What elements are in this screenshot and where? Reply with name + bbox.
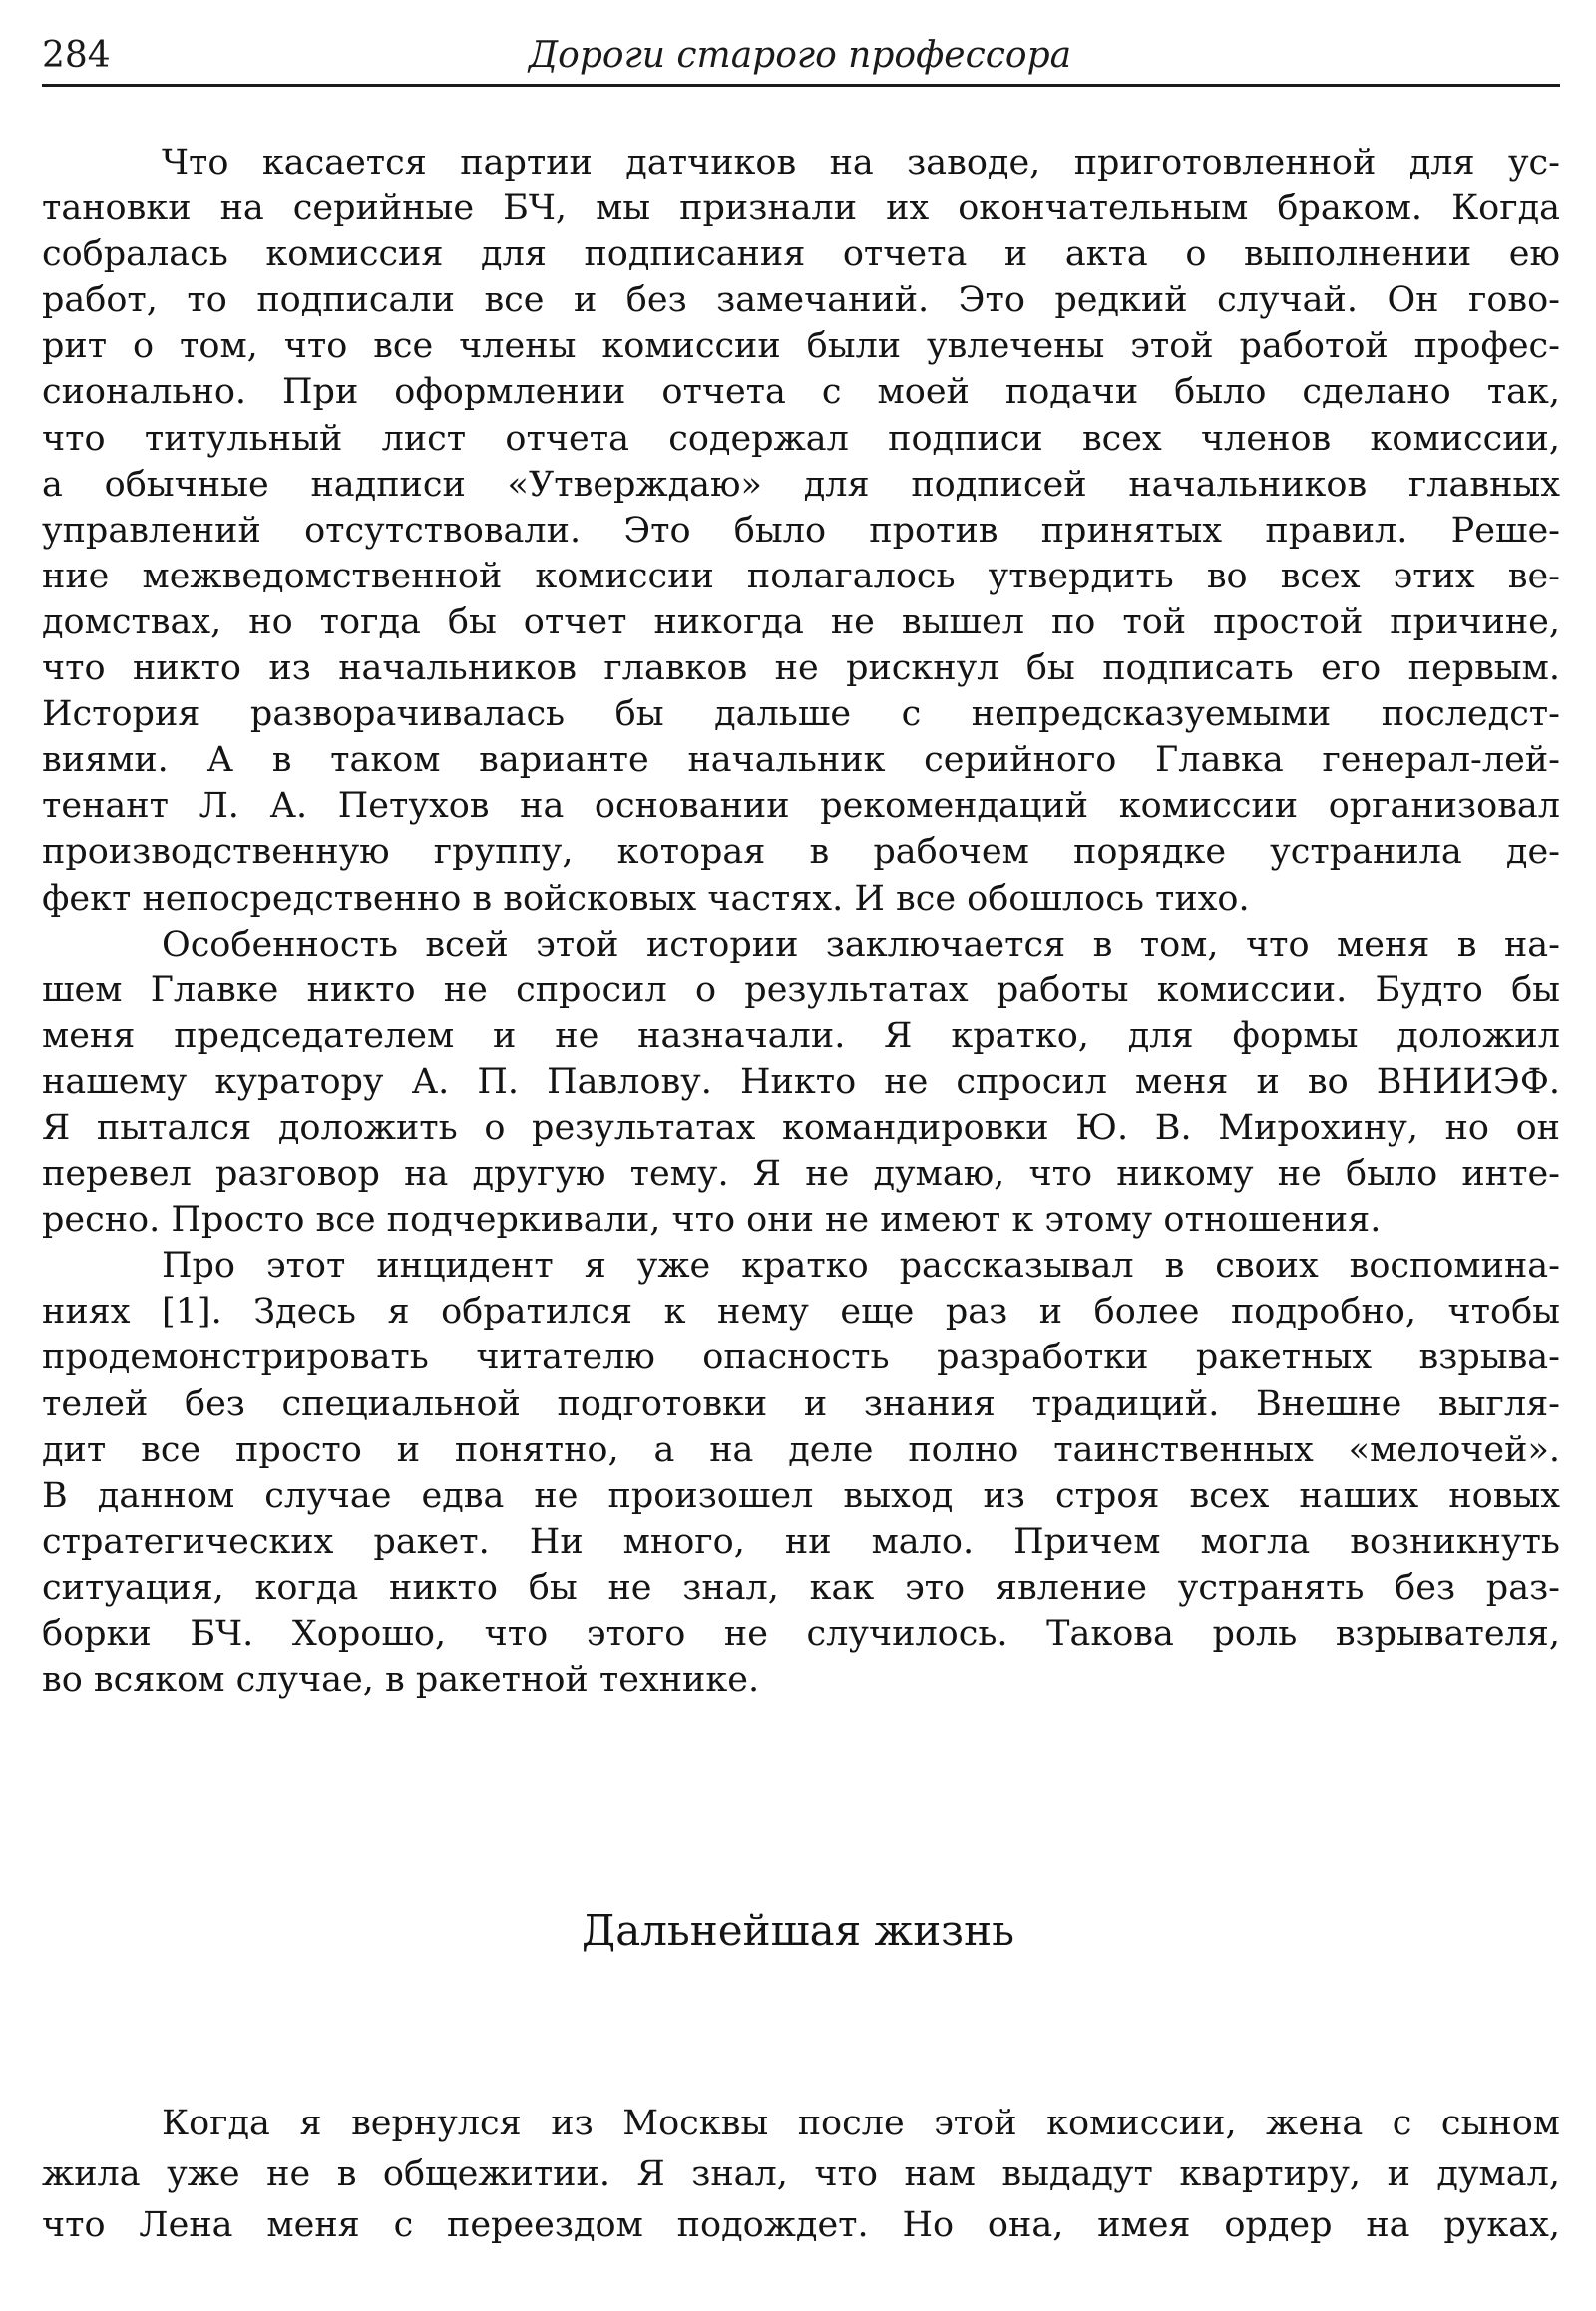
paragraph: [42, 1243, 1560, 1703]
text-line: фект непосредственно в войсковых частях. И все обошлось тихо.: [42, 878, 1250, 919]
text-line: собралась комиссия для подписания отчета и акта о выполнении ею: [42, 234, 1560, 275]
text-line: что никто из начальников главков не рискнул бы подписать его первым.: [42, 648, 1560, 689]
text-line: шем Главке никто не спросил о результатах работы комиссии. Будто бы: [42, 969, 1560, 1010]
running-header: [42, 30, 1558, 82]
text-line: продемонстрировать читателю опасность разработки ракетных взрыва-: [42, 1338, 1560, 1378]
text-line: жила уже не в общежитии. Я знал, что нам выдадут квартиру, и думал,: [42, 2154, 1560, 2194]
text-line: борки БЧ. Хорошо, что этого не случилось. Такова роль взрывателя,: [42, 1614, 1560, 1654]
text-line: во всяком случае, в ракетной технике.: [42, 1660, 760, 1701]
paragraph: [42, 2099, 1560, 2251]
text-line: Что касается партии датчиков на заводе, приготовленной для ус-: [162, 143, 1560, 183]
text-line: Когда я вернулся из Москвы после этой комиссии, жена с сыном: [162, 2104, 1560, 2143]
text-line: производственную группу, которая в рабочем порядке устранила де-: [42, 832, 1560, 873]
text-line: В данном случае едва не произошел выход из строя всех наших новых: [42, 1475, 1560, 1516]
paragraph: [42, 140, 1560, 922]
text-line: Особенность всей этой истории заключается в том, что меня в на-: [162, 924, 1560, 964]
text-line: что титульный лист отчета содержал подписи всех членов комиссии,: [42, 418, 1560, 459]
text-line: телей без специальной подготовки и знания традиций. Внешне выгля-: [42, 1383, 1560, 1424]
text-line: рит о том, что все члены комиссии были увлечены этой работой профес-: [42, 326, 1560, 367]
text-line: тенант Л. А. Петухов на основании рекомендаций комиссии организовал: [42, 786, 1560, 827]
text-line: ние межведомственной комиссии полагалось утвердить во всех этих ве-: [42, 556, 1560, 596]
text-line: История разворачивалась бы дальше с непредсказуемыми последст-: [42, 694, 1560, 735]
text-line: работ, то подписали все и без замечаний. Это редкий случай. Он гово-: [42, 280, 1560, 321]
running-title: Дороги старого профессора: [528, 35, 1072, 76]
text-line: Я пытался доложить о результатах командировки Ю. В. Мирохину, но он: [42, 1107, 1560, 1148]
text-line: тановки на серийные БЧ, мы признали их окончательным браком. Когда: [42, 189, 1560, 229]
text-line: нашему куратору А. П. Павлову. Никто не спросил меня и во ВНИИЭФ.: [42, 1061, 1560, 1102]
main-text-continued: [42, 2099, 1560, 2251]
text-line: перевел разговор на другую тему. Я не думаю, что никому не было инте-: [42, 1154, 1560, 1195]
text-line: стратегических ракет. Ни много, ни мало. Причем могла возникнуть: [42, 1521, 1560, 1562]
paragraph: [42, 922, 1560, 1244]
text-line: Про этот инцидент я уже кратко рассказывал в своих воспомина-: [162, 1246, 1560, 1287]
text-line: дит все просто и понятно, а на деле полно таинственных «мелочей».: [42, 1429, 1560, 1470]
text-line: управлений отсутствовали. Это было против принятых правил. Реше-: [42, 510, 1560, 551]
text-line: виями. А в таком варианте начальник серийного Главка генерал-лей-: [42, 740, 1560, 781]
text-line: сионально. При оформлении отчета с моей подачи было сделано так,: [42, 372, 1560, 413]
text-line: меня председателем и не назначали. Я кратко, для формы доложил: [42, 1015, 1560, 1056]
text-line: ресно. Просто все подчеркивали, что они не имеют к этому отношения.: [42, 1200, 1382, 1241]
header-rule: [42, 84, 1560, 87]
text-line: ниях [1]. Здесь я обратился к нему еще раз и более подробно, чтобы: [42, 1292, 1560, 1333]
text-line: а обычные надписи «Утверждаю» для подписей начальников главных: [42, 464, 1560, 505]
section-heading: Дальнейшая жизнь: [582, 1906, 1014, 1955]
main-text: [42, 140, 1560, 1703]
page-number: 284: [42, 35, 111, 76]
text-line: домствах, но тогда бы отчет никогда не вышел по той простой причине,: [42, 601, 1560, 642]
text-line: что Лена меня с переездом подождет. Но она, имея ордер на руках,: [42, 2205, 1560, 2245]
text-line: ситуация, когда никто бы не знал, как это явление устранять без раз-: [42, 1567, 1560, 1608]
